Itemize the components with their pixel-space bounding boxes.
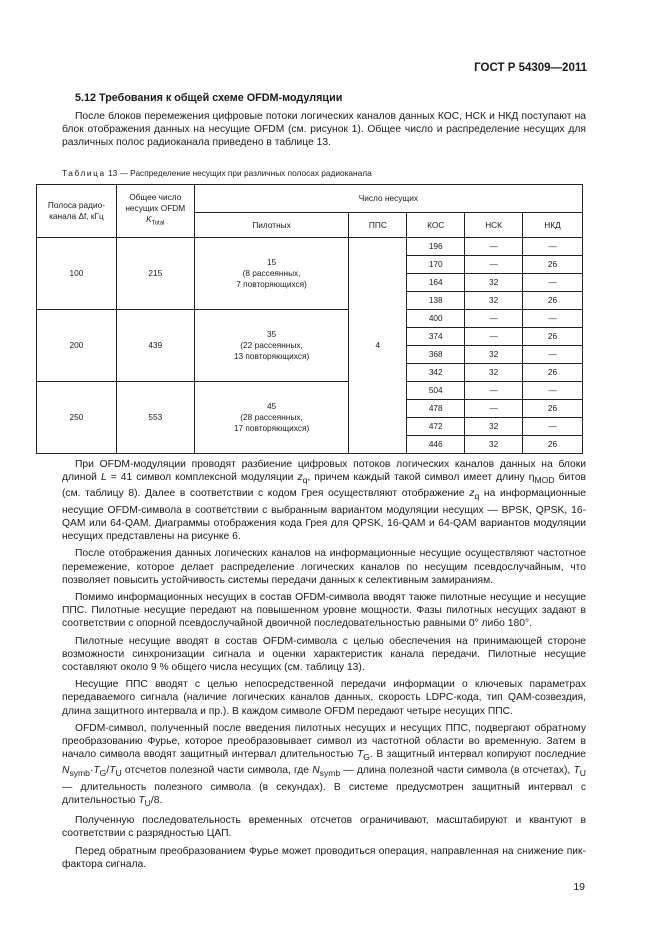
pilot-scattered: (8 рассеянных,: [242, 268, 301, 278]
kos-cell: 368: [407, 346, 465, 364]
header-band: Полоса радио-канала Δf, кГц: [37, 185, 117, 238]
kos-cell: 400: [407, 310, 465, 328]
paragraph-frequency-interleaving: После отображения данных логических каналов на информационные несущие осуществляют частотное перемежение, которое делает распределение логических каналов по несущим псевдослучайным, что позволяет повысить устойчивость системы передачи данных к селективным замираниям.: [62, 548, 586, 586]
table-row: [37, 382, 583, 400]
nkd-cell: 26: [523, 328, 583, 346]
band-cell: 250: [37, 382, 117, 454]
text-fragment: — длительность полезного символа (в секундах). В системе предусмотрен защитный интервал с длительностью: [62, 781, 586, 806]
table-row: [37, 238, 583, 256]
symbol-n: N: [62, 765, 70, 777]
paragraph-papr: Перед обратным преобразованием Фурье может проводиться операция, направленная на снижение пик-фактора сигнала.: [62, 845, 586, 870]
subscript-q: q: [474, 491, 480, 502]
symbol-z: z: [469, 488, 475, 500]
kos-cell: 164: [407, 274, 465, 292]
header-nsk: НСК: [465, 213, 523, 238]
text-fragment: /8.: [150, 794, 163, 806]
section-title: 5.12 Требования к общей схеме OFDM-модуляции: [75, 92, 343, 104]
symbol-n: N: [312, 765, 320, 777]
nsk-cell: —: [465, 310, 523, 328]
nkd-cell: —: [523, 382, 583, 400]
kos-cell: 196: [407, 238, 465, 256]
subscript-symb: symb: [319, 768, 341, 779]
header-carriers: Число несущих: [194, 185, 582, 213]
header-total: [116, 185, 194, 238]
pilot-repeated: 7 повторяющихся): [236, 279, 307, 289]
total-cell: 553: [116, 382, 194, 454]
total-cell: 439: [116, 310, 194, 382]
header-nkd: НКД: [523, 213, 583, 238]
text-fragment: При OFDM-модуляции проводят разбиение цифровых потоков логических каналов данных на блоки длиной: [62, 459, 586, 484]
kos-cell: 374: [407, 328, 465, 346]
pilot-total: 35: [266, 329, 277, 339]
table-caption: [62, 168, 372, 178]
subscript-q: q: [302, 475, 308, 486]
text-fragment: OFDM-символ, полученный после введения пилотных несущих и несущих ППС, подвергают обратному преобразованию Фурье, которое преобразовывает символ из частотной области во временную. Затем в начало символа вводят защитный интервал длительностью: [62, 722, 586, 761]
nsk-cell: —: [465, 238, 523, 256]
nsk-cell: —: [465, 382, 523, 400]
pilot-cell: [194, 310, 349, 382]
text-fragment: . В защитный интервал копируют последние: [369, 749, 586, 761]
symbol-z: z: [297, 472, 303, 484]
header-pilot: Пилотных: [194, 213, 349, 238]
nkd-cell: —: [523, 310, 583, 328]
subscript-u: U: [115, 768, 122, 779]
kos-cell: 446: [407, 436, 465, 454]
text-fragment: битов (см. таблицу 8). Далее в соответствии с кодом Грея осуществляют отображение: [62, 472, 587, 500]
nsk-cell: —: [465, 256, 523, 274]
kos-cell: 138: [407, 292, 465, 310]
kos-cell: 478: [407, 400, 465, 418]
pilot-scattered: (28 рассеянных,: [240, 412, 303, 422]
subscript-mod: MOD: [534, 475, 555, 486]
nkd-cell: 26: [523, 292, 583, 310]
paragraph-pilot-purpose: Пилотные несущие вводят в состав OFDM-символа с целью обеспечения на принимающей стороне возможности синхронизации сигнала и оценки характеристик канала передачи. Пилотные несущие составляют около 9 % общего числа несущих (см. таблицу 13).: [62, 635, 586, 673]
header-total-sub: Total: [151, 220, 165, 227]
nkd-cell: 26: [523, 436, 583, 454]
intro-paragraph: После блоков перемежения цифровые потоки логических каналов данных КОС, НСК и НКД поступают на блок отображения данных на несущие OFDM (см. рисунок 1). Общее число и распределение несущих для различных полос радиоканала приведено в таблице 13.: [62, 111, 586, 149]
text-fragment: — длина полезной части символа (в отсчетах),: [340, 765, 574, 777]
nkd-cell: 26: [523, 256, 583, 274]
nkd-cell: —: [523, 274, 583, 292]
subscript-g: G: [99, 768, 107, 779]
nsk-cell: 32: [465, 274, 523, 292]
page-number: 19: [573, 881, 585, 893]
pps-cell: 4: [349, 238, 407, 454]
header-pps: ППС: [349, 213, 407, 238]
band-cell: 100: [37, 238, 117, 310]
total-cell: 215: [116, 238, 194, 310]
nsk-cell: 32: [465, 418, 523, 436]
symbol-t: T: [109, 765, 116, 777]
paragraph-ofdm-modulation: [62, 458, 586, 543]
nsk-cell: 32: [465, 364, 523, 382]
header-total-label: Общее число несущих OFDM: [125, 192, 186, 214]
paragraph-quantization: Полученную последовательность временных отсчетов ограничивают, масштабируют и квантуют в соответствии с разрядностью ЦАП.: [62, 815, 586, 840]
header-kos: КОС: [407, 213, 465, 238]
nkd-cell: 26: [523, 364, 583, 382]
symbol-t: T: [356, 749, 364, 761]
pilot-total: 45: [266, 401, 277, 411]
nsk-cell: 32: [465, 292, 523, 310]
nkd-cell: 26: [523, 400, 583, 418]
subscript-symb: symb: [69, 768, 90, 779]
text-fragment: отсчетов полезной части символа, где: [121, 765, 313, 777]
symbol-t: T: [93, 765, 100, 777]
document-code: ГОСТ Р 54309—2011: [474, 62, 587, 74]
subscript-u: U: [579, 768, 586, 779]
band-cell: 200: [37, 310, 117, 382]
kos-cell: 504: [407, 382, 465, 400]
nkd-cell: —: [523, 238, 583, 256]
paragraph-pilot-carriers: Помимо информационных несущих в состав OFDM-символа вводят также пилотные несущие и несущие ППС. Пилотные несущие передают на повышенном уровне мощности. Фазы пилотных несущих задают в соответствии с опорной псевдослучайной двоичной последовательностью равными 0° либо 180°.: [62, 591, 586, 630]
nsk-cell: 32: [465, 346, 523, 364]
paragraph-ifft: OFDM-символ, полученный после введения пилотных несущих и несущих ППС, подвергают обратному преобразованию Фурье, которое преобразовывает символ из частотной области во временную. Затем в начало символа вводят защитный интервал длительностью $T_G$. В защитный интервал копируют последние $N_{symb}\cdot T_G/T_U$ отсчетов полезной части символа, где $N_{symb}$ — длина полезной части символа (в отсчетах), $T_U$ — длительность полезного символа (в секундах). В системе предусмотрен защитный интервал с длительностью $T_U/8$.: [62, 722, 586, 808]
nkd-cell: —: [523, 346, 583, 364]
symbol-t: T: [138, 794, 145, 806]
subscript-u: U: [144, 797, 151, 808]
table-caption-label: Таблица: [62, 168, 106, 178]
text-fragment: , причем каждый такой символ имеет длину η: [307, 472, 535, 484]
nsk-cell: —: [465, 400, 523, 418]
kos-cell: 472: [407, 418, 465, 436]
nsk-cell: 32: [465, 436, 523, 454]
pilot-cell: [194, 382, 349, 454]
kos-cell: 170: [407, 256, 465, 274]
pilot-cell: [194, 238, 349, 310]
intro-text: [62, 110, 586, 154]
paragraph-pps-carriers: Несущие ППС вводят с целью непосредственной передачи информации о ключевых параметрах передаваемого сигнала (наличие логических каналов данных, скорость LDPC-кода, тип QAM-созвездия, длина защитного интервала и пр.). В каждом символе OFDM передают четыре несущих ППС.: [62, 679, 586, 717]
pilot-repeated: 17 повторяющихся): [233, 423, 310, 433]
nsk-cell: —: [465, 328, 523, 346]
nkd-cell: —: [523, 418, 583, 436]
kos-cell: 342: [407, 364, 465, 382]
body-text: [62, 458, 586, 875]
subscript-g: G: [363, 752, 370, 763]
pilot-total: 15: [266, 257, 277, 267]
table-caption-text: 13 — Распределение несущих при различных полосах радиоканала: [108, 168, 372, 178]
text-fragment: на информационные несущие OFDM-символа в соответствии с выбранным вариантом модуляции несущих — BPSK, QPSK, 16-QAM или 64-QAM. Диаграммы отображения кода Грея для QPSK, 16-QAM и 64-QAM вариантов модуляции несущих представлены на рисунке 6.: [62, 488, 587, 543]
table-row: [37, 310, 583, 328]
carrier-distribution-table: [36, 184, 583, 454]
symbol-l: L: [100, 472, 107, 484]
header-total-symbol: K: [146, 214, 152, 225]
pilot-repeated: 13 повторяющихся): [233, 351, 310, 361]
text-fragment: = 41 символ комплексной модуляции: [106, 472, 298, 484]
symbol-t: T: [573, 765, 580, 777]
pilot-scattered: (22 рассеянных,: [240, 340, 303, 350]
